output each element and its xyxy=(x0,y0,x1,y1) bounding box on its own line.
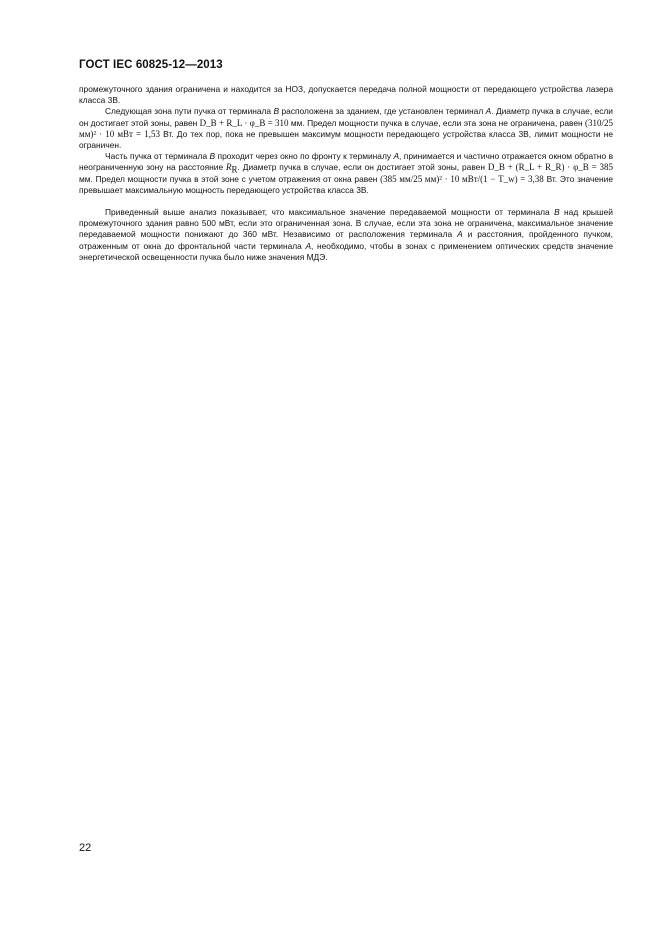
paragraph-4: Приведенный выше анализ показывает, что максимальное значение передаваемой мощности от терминала B над крышей промежуточного здания равно 500 мВт, если это ограниченная зона. В случае, если эта зона не ограничена, максимальное значение передаваемой мощности понижают до 360 мВт. Независимо от расположения терминала A и расстояния, пройденного пучком, отраженным от окна до фронтальной части терминала A, необходимо, чтобы в зонах с применением оптических средств значение энергетической освещенности пучка было ниже значения МДЭ. xyxy=(79,207,613,262)
paragraph-2: Следующая зона пути пучка от терминала B расположена за зданием, где установлен терминал A. Диаметр пучка в случае, если он достигает этой зоны, равен D_B + R_L · φ_B = 310 мм. Предел мощности пучка в случае, если эта зона не ограничена, равен (310/25 мм)² · 10 мВт = 1,53 Вт. До тех пор, пока не превышен максимум мощности передающего устройства класса 3В, лимит мощности не ограничен. xyxy=(79,106,613,151)
document-header: ГОСТ IEC 60825-12—2013 xyxy=(79,59,223,71)
paragraph-1: промежуточного здания ограничена и находится за НОЗ, допускается передача полной мощности от передающего устройства лазера класса 3В. xyxy=(79,84,613,106)
page-number: 22 xyxy=(79,842,92,854)
document-body xyxy=(79,84,613,263)
formula-power-limit-1: (310/25 мм)² · 10 мВт = 1,53 xyxy=(79,117,613,139)
formula-power-limit-2: (385 мм/25 мм)² · 10 мВт/(1 − T_w) = 3,38 xyxy=(380,173,544,184)
formula-beam-diameter-1: D_B + R_L · φ_B = 310 xyxy=(199,117,289,128)
formula-beam-diameter-2: D_B + (R_L + R_R) · φ_B = 385 xyxy=(487,162,614,173)
paragraph-3: Часть пучка от терминала B проходит через окно по фронту к терминалу A, принимается и частично отражается окном обратно в неограниченную зону на расстояние $R_R$. Диаметр пучка в случае, если он достигает этой зоны, равен D_B + (R_L + R_R) · φ_B = 385 мм. Предел мощности пучка в этой зоне с учетом отражения от окна равен (385 мм/25 мм)² · 10 мВт/(1 − T_w) = 3,38 Вт. Это значение превышает максимальную мощность передающего устройства класса 3В. xyxy=(79,151,614,195)
